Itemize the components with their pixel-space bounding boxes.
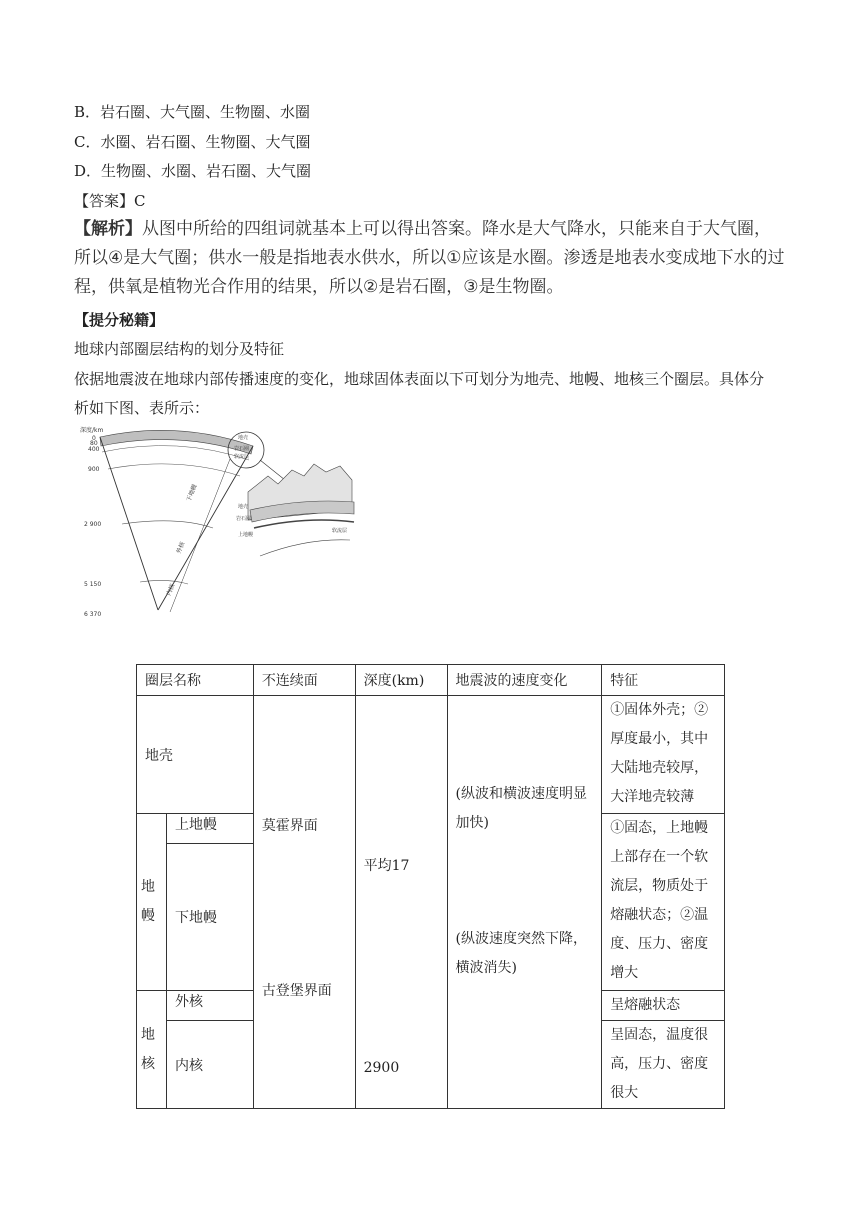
cell-depths xyxy=(355,696,447,1109)
depth-400: 400 xyxy=(88,446,100,453)
subtitle: 地球内部圈层结构的划分及特征 xyxy=(74,340,285,358)
cell-depth-17: 平均17 xyxy=(363,858,410,874)
table-row-crust xyxy=(137,696,725,814)
cell-upper-mantle: 上地幔 xyxy=(166,814,253,844)
cell-outer-core: 外核 xyxy=(166,991,253,1021)
zoom-mantle-arc xyxy=(260,540,350,556)
cell-feature-crust: ①固体外壳；②厚度最小，其中大陆地壳较厚，大洋地壳较薄 xyxy=(602,696,725,814)
cell-moho: 莫霍界面 xyxy=(261,818,318,834)
table-header-row xyxy=(137,665,725,696)
explanation-tag: 【解析】 xyxy=(74,219,142,239)
cell-depth-2900: 2900 xyxy=(363,1060,400,1076)
option-c: C．水圈、岩石圈、生物圈、大气圈 xyxy=(74,133,311,151)
label-lower-mantle: 下地幔 xyxy=(185,483,199,503)
depth-0: 0 xyxy=(92,435,96,442)
cell-gutenberg: 古登堡界面 xyxy=(261,983,332,999)
depth-5150: 5 150 xyxy=(84,581,102,588)
depth-6370: 6 370 xyxy=(84,611,102,618)
depth-scale-line xyxy=(170,459,230,612)
cell-discontinuities xyxy=(253,696,355,1109)
header-features: 特征 xyxy=(602,665,725,696)
cell-feature-outer-core: 呈熔融状态 xyxy=(602,991,725,1021)
header-wave-change: 地震波的速度变化 xyxy=(447,665,602,696)
label-outer-core: 外核 xyxy=(175,540,187,555)
depth-900: 900 xyxy=(88,466,100,473)
cell-feature-mantle: ①固态，上地幔上部存在一个软流层，物质处于熔融状态；②温度、压力、密度增大 xyxy=(602,814,725,991)
label-crust: 地壳 xyxy=(238,435,249,441)
cell-wave-moho: (纵波和横波速度明显加快) xyxy=(455,786,587,831)
lower-mantle-arc xyxy=(108,464,240,476)
upper-mantle-arc xyxy=(102,446,249,460)
header-depth: 深度(km) xyxy=(355,665,447,696)
inner-core-arc xyxy=(140,580,188,584)
explanation-text: 从图中所给的四组词就基本上可以得出答案。降水是大气降水，只能来自于大气圈，所以④是大气圈；供水一般是指地表水供水，所以①应该是水圈。渗透是地表水变成地下水的过程，供氧是植物光合作用的结果，所以②是岩石圈，③是生物圈。 xyxy=(74,219,785,297)
option-d: D．生物圈、水圈、岩石圈、大气圈 xyxy=(74,162,312,180)
zoom-label-asthenosphere: 软流层 xyxy=(332,528,348,534)
zoom-label-lithosphere: 岩石圈 xyxy=(236,516,252,522)
earth-interior-figure xyxy=(78,424,360,622)
cell-feature-inner-core: 呈固态，温度很高，压力、密度很大 xyxy=(602,1021,725,1109)
section-title: 【提分秘籍】 xyxy=(74,311,165,329)
wedge-left-edge xyxy=(100,437,158,610)
cell-mantle: 地幔 xyxy=(137,814,167,991)
answer: 【答案】C xyxy=(74,192,146,210)
label-lithosphere: 岩石圈 xyxy=(234,446,250,452)
cell-crust: 地壳 xyxy=(137,696,254,814)
explanation xyxy=(74,215,786,302)
option-b: B．岩石圈、大气圈、生物圈、水圈 xyxy=(74,103,311,121)
earth-layers-table xyxy=(136,664,725,1109)
intro-line-1: 依据地震波在地球内部传播速度的变化，地球固体表面以下可划分为地壳、地幔、地核三个圈层。具体分 xyxy=(74,370,765,388)
zoom-asthenosphere-layer xyxy=(254,520,354,528)
zoom-label-crust: 地壳 xyxy=(238,504,249,510)
outer-core-arc xyxy=(122,521,213,528)
depth-2900: 2 900 xyxy=(84,521,102,528)
depth-80: 80 xyxy=(90,440,98,447)
cell-core: 地核 xyxy=(137,991,167,1109)
header-discontinuity: 不连续面 xyxy=(253,665,355,696)
intro-line-2: 析如下图、表所示： xyxy=(74,399,210,417)
label-asthenosphere: 软流层 xyxy=(234,454,250,460)
label-inner-core: 内核 xyxy=(165,582,177,597)
cell-wave-gutenberg: (纵波速度突然下降，横波消失) xyxy=(455,931,587,976)
cell-inner-core: 内核 xyxy=(166,1021,253,1109)
zoom-label-upper-mantle: 上地幔 xyxy=(238,532,254,538)
header-layer-name: 圈层名称 xyxy=(137,665,254,696)
cell-lower-mantle: 下地幔 xyxy=(166,844,253,991)
cell-wave-changes xyxy=(447,696,602,1109)
depth-title: 深度/km xyxy=(80,427,104,434)
